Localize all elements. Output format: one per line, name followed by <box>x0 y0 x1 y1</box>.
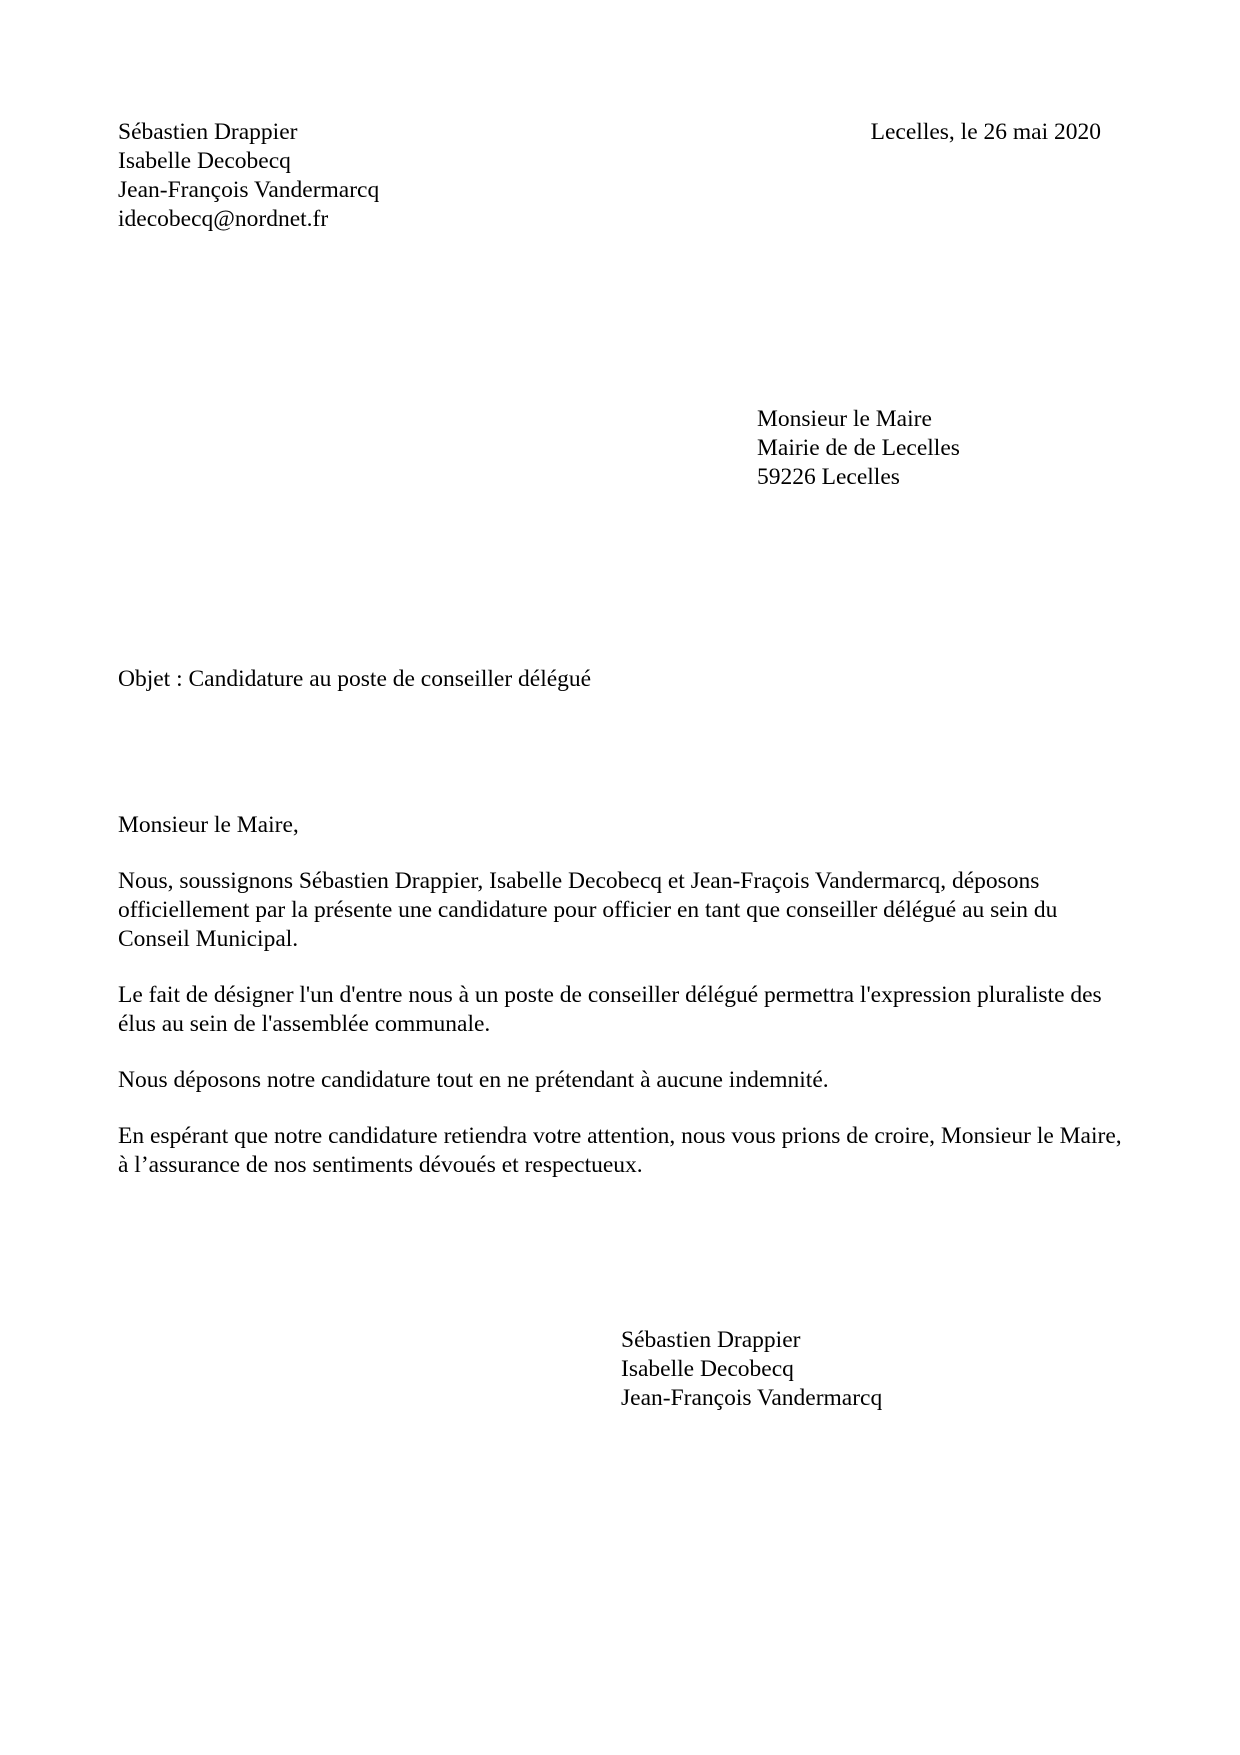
salutation: Monsieur le Maire, <box>118 812 299 838</box>
signature-name-3: Jean-François Vandermarcq <box>621 1385 883 1411</box>
recipient-line-3: 59226 Lecelles <box>757 464 900 490</box>
letter-date: Lecelles, le 26 mai 2020 <box>870 119 1101 145</box>
sender-email: idecobecq@nordnet.fr <box>118 206 329 232</box>
sender-name-3: Jean-François Vandermarcq <box>118 177 380 203</box>
sender-name-2: Isabelle Decobecq <box>118 148 291 174</box>
sender-name-1: Sébastien Drappier <box>118 119 298 145</box>
letter-subject: Objet : Candidature au poste de conseiller délégué <box>118 666 592 692</box>
body-paragraph-2: Le fait de désigner l'un d'entre nous à un poste de conseiller délégué permettra l'expression pluraliste des élus au sein de l'assemblée communale. <box>118 982 1102 1037</box>
signature-name-2: Isabelle Decobecq <box>621 1356 794 1382</box>
recipient-line-2: Mairie de de Lecelles <box>757 435 960 461</box>
recipient-line-1: Monsieur le Maire <box>757 406 932 432</box>
body-paragraph-1: Nous, soussignons Sébastien Drappier, Isabelle Decobecq et Jean-Fraçois Vandermarcq, déposons officiellement par la présente une candidature pour officier en tant que conseiller délégué au sein du Conseil Municipal. <box>118 868 1058 952</box>
body-paragraph-3: Nous déposons notre candidature tout en ne prétendant à aucune indemnité. <box>118 1067 829 1093</box>
signature-block <box>621 1326 882 1413</box>
signature-name-1: Sébastien Drappier <box>621 1327 801 1353</box>
body-paragraph-4: En espérant que notre candidature retiendra votre attention, nous vous prions de croire, Monsieur le Maire, à l’assurance de nos sentiments dévoués et respectueux. <box>118 1123 1122 1178</box>
recipient-address <box>757 405 960 492</box>
sender-address <box>118 118 379 234</box>
letter-body <box>118 811 1124 1207</box>
